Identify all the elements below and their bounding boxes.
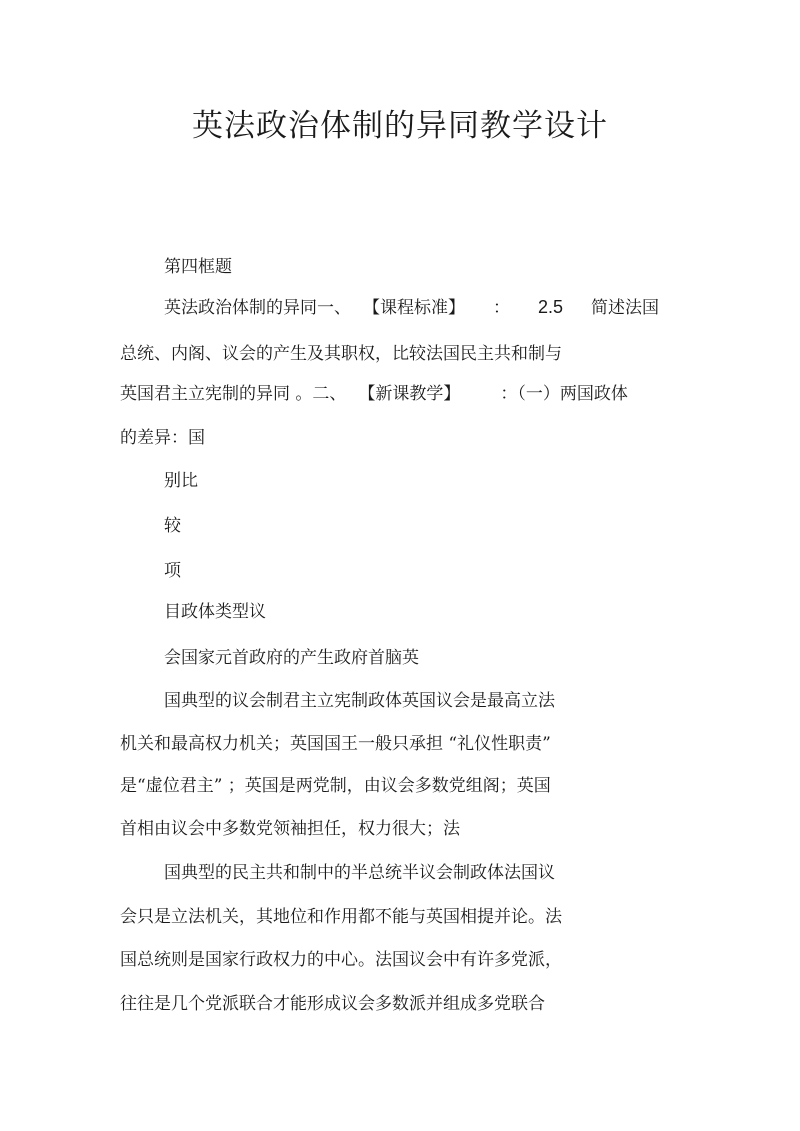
text-run: 【新课教学】 — [358, 384, 461, 404]
paragraph-line — [120, 383, 628, 405]
text-run: 英法政治体制的异同一、 — [164, 298, 351, 318]
text-run: ： — [493, 298, 510, 318]
text-run: 简述法国 — [591, 298, 660, 318]
paragraph-line: 机关和最高权力机关；英国国王一般只承担 “礼仪性职责” — [120, 734, 551, 754]
standard-number: 2.5 — [538, 297, 564, 317]
paragraph-line: 国总统则是国家行政权力的中心。法国议会中有许多党派， — [120, 950, 562, 970]
table-fragment: 目政体类型议 — [164, 602, 266, 622]
table-fragment: 项 — [164, 561, 181, 581]
text-run: 【课程标准】 — [363, 298, 465, 318]
paragraph-line: 国典型的民主共和制中的半总统半议会制政体法国议 — [164, 863, 555, 883]
paragraph-line: 国典型的议会制君主立宪制政体英国议会是最高立法 — [164, 691, 555, 711]
text-run: 英国君主立宪制的异同 。二、 — [120, 384, 347, 404]
section-label: 第四框题 — [164, 257, 232, 277]
paragraph-line: 首相由议会中多数党领袖担任，权力很大；法 — [120, 819, 460, 839]
table-fragment: 会国家元首政府的产生政府首脑英 — [164, 648, 419, 668]
document-title: 英法政治体制的异同教学设计 — [192, 108, 608, 144]
table-fragment: 别比 — [164, 471, 198, 491]
paragraph-line: 总统、内阁、议会的产生及其职权，比较法国民主共和制与 — [120, 344, 562, 364]
paragraph-line: 是“虚位君主” ；英国是两党制，由议会多数党组阁；英国 — [120, 776, 551, 796]
paragraph-line: 往往是几个党派联合才能形成议会多数派并组成多党联合 — [120, 994, 545, 1014]
paragraph-line: 会只是立法机关，其地位和作用都不能与英国相提并论。法 — [120, 907, 562, 927]
text-run: ：（一）两国政体 — [500, 384, 628, 404]
table-fragment: 较 — [164, 516, 181, 536]
paragraph-line: 的差异：国 — [120, 428, 205, 448]
paragraph-line — [164, 296, 659, 319]
